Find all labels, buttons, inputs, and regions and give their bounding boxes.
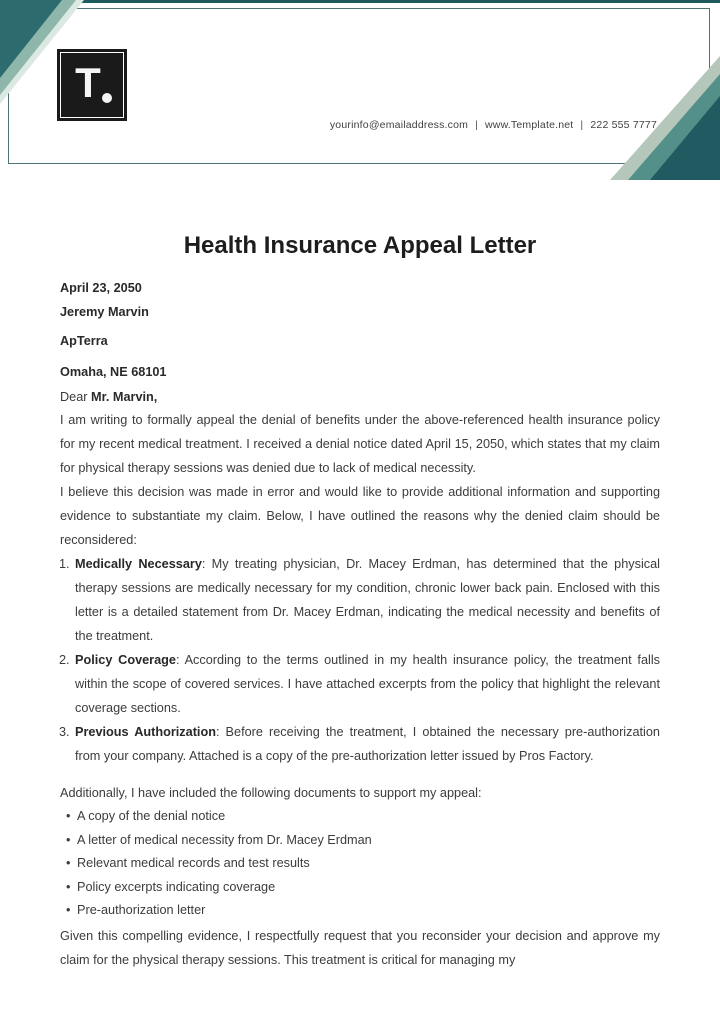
list-item-label: Policy Coverage: [75, 653, 176, 667]
list-item-text: : Before receiving the treatment, I obtained the necessary pre-authorization from your company. Attached is a copy of the pre-authorization letter issued by Pros Factory.: [75, 725, 660, 763]
paragraph-error: I believe this decision was made in error and would like to provide additional information and supporting evidence to substantiate my claim. Below, I have outlined the reasons why the denied claim should be reconsidered:: [60, 485, 660, 547]
list-item-number: 2.: [59, 653, 70, 667]
contact-website: www.Template.net: [485, 119, 574, 131]
salutation-name: Mr. Marvin,: [91, 390, 158, 404]
bullet-text: A letter of medical necessity from Dr. Macey Erdman: [77, 832, 372, 847]
bullet-text: A copy of the denial notice: [77, 809, 226, 823]
bullet-icon: •: [66, 856, 71, 870]
bullet-text: Policy excerpts indicating coverage: [77, 879, 276, 894]
list-item-label: Medically Necessary: [75, 557, 202, 571]
bullet-icon: •: [66, 879, 71, 894]
contact-separator: |: [475, 119, 479, 131]
contact-line: [0, 119, 657, 131]
reasons-list: [60, 552, 660, 768]
logo-frame: [60, 52, 124, 118]
list-item-number: 1.: [59, 557, 70, 571]
paragraph-closing: Given this compelling evidence, I respectfully request that you reconsider your decision and approve my claim for the physical therapy sessions. This treatment is critical for managing my: [60, 928, 660, 967]
list-item: [60, 720, 660, 768]
bullet-icon: •: [66, 809, 71, 823]
bullet-item: [60, 899, 660, 923]
contact-email: yourinfo@emailaddress.com: [329, 119, 469, 131]
list-item: [60, 552, 660, 648]
list-item-label: Previous Authorization: [75, 725, 216, 739]
documents-list: [60, 805, 660, 923]
paragraph-appeal: I am writing to formally appeal the denial of benefits under the above-referenced health insurance policy for my recent medical treatment. I received a denial notice dated April 15, 2050, which states that my claim for physical therapy sessions was denied due to lack of medical necessity.: [60, 413, 660, 475]
list-item-number: 3.: [59, 725, 70, 739]
logo-dot-icon: [102, 93, 112, 103]
logo-letter: T: [75, 58, 101, 106]
bullet-text: Pre-authorization letter: [77, 903, 206, 917]
salutation: [60, 386, 660, 408]
sender-name: Jeremy Marvin: [60, 305, 149, 319]
letter-date: April 23, 2050: [60, 281, 142, 295]
bullet-icon: •: [66, 903, 71, 917]
city-line: Omaha, NE 68101: [60, 365, 167, 379]
company-name: ApTerra: [60, 334, 108, 348]
letter-body: [0, 180, 720, 972]
contact-separator: |: [580, 119, 584, 131]
top-accent-bar: [0, 0, 720, 3]
salutation-prefix: Dear: [60, 390, 92, 404]
list-item-text: : According to the terms outlined in my health insurance policy, the treatment falls within the scope of covered services. I have attached excerpts from the policy that highlight the relevant coverage sections.: [75, 653, 660, 715]
paragraph-documents-intro: Additionally, I have included the following documents to support my appeal:: [60, 786, 482, 800]
bullet-item: [60, 829, 660, 853]
bullet-item: [60, 852, 660, 876]
letter-title: Health Insurance Appeal Letter: [183, 232, 537, 259]
letterhead: [0, 0, 720, 180]
bullet-icon: •: [66, 832, 71, 847]
list-item-text: : My treating physician, Dr. Macey Erdman, has determined that the physical therapy sessions are medically necessary for my condition, chronic lower back pain. Enclosed with this letter is a detailed statement from Dr. Macey Erdman, indicating the medical necessity and benefits of the treatment.: [75, 557, 660, 643]
list-item: [60, 648, 660, 720]
contact-phone: 222 555 7777: [590, 119, 657, 131]
bullet-item: [60, 805, 660, 829]
bullet-item: [60, 876, 660, 900]
bullet-text: Relevant medical records and test results: [77, 856, 310, 870]
company-logo: [57, 49, 127, 121]
